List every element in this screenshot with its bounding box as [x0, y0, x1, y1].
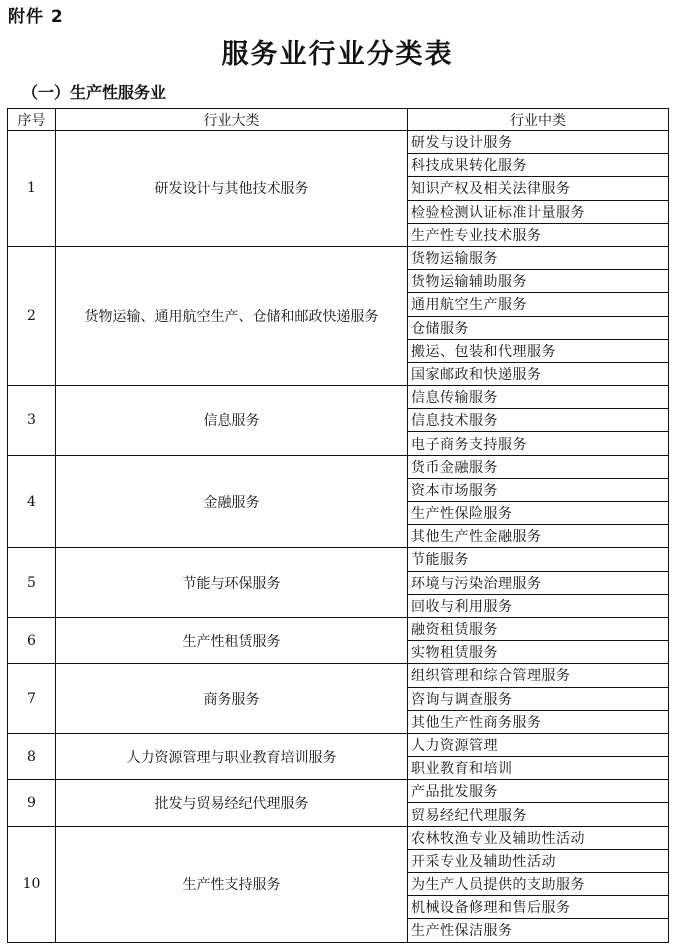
- row-number: 2: [8, 246, 56, 385]
- mid-category: 生产性专业技术服务: [408, 223, 669, 246]
- mid-category: 职业教育和培训: [408, 757, 669, 780]
- major-category: 生产性支持服务: [56, 826, 408, 942]
- table-row: [8, 131, 669, 154]
- table-body: [8, 131, 669, 943]
- mid-category: 资本市场服务: [408, 478, 669, 501]
- table-row: [8, 664, 669, 687]
- major-category: 研发设计与其他技术服务: [56, 131, 408, 247]
- mid-category: 货币金融服务: [408, 455, 669, 478]
- mid-category: 搬运、包装和代理服务: [408, 339, 669, 362]
- mid-category: 货物运输辅助服务: [408, 270, 669, 293]
- mid-category: 组织管理和综合管理服务: [408, 664, 669, 687]
- major-category: 人力资源管理与职业教育培训服务: [56, 733, 408, 779]
- major-category: 批发与贸易经纪代理服务: [56, 780, 408, 826]
- section-title: （一）生产性服务业: [22, 83, 167, 102]
- mid-category: 信息技术服务: [408, 409, 669, 432]
- mid-category: 为生产人员提供的支助服务: [408, 873, 669, 896]
- mid-category: 国家邮政和快递服务: [408, 362, 669, 385]
- row-number: 10: [8, 826, 56, 942]
- row-number: 1: [8, 131, 56, 247]
- table-row: [8, 386, 669, 409]
- header-no: 序号: [8, 109, 56, 131]
- row-number: 7: [8, 664, 56, 734]
- table-row: [8, 733, 669, 756]
- mid-category: 电子商务支持服务: [408, 432, 669, 455]
- table-row: [8, 246, 669, 269]
- row-number: 4: [8, 455, 56, 548]
- major-category: 金融服务: [56, 455, 408, 548]
- mid-category: 其他生产性金融服务: [408, 525, 669, 548]
- table-header-row: [8, 109, 669, 131]
- mid-category: 环境与污染治理服务: [408, 571, 669, 594]
- table-row: [8, 455, 669, 478]
- mid-category: 开采专业及辅助性活动: [408, 849, 669, 872]
- mid-category: 生产性保险服务: [408, 502, 669, 525]
- row-number: 5: [8, 548, 56, 618]
- mid-category: 节能服务: [408, 548, 669, 571]
- mid-category: 融资租赁服务: [408, 617, 669, 640]
- mid-category: 咨询与调查服务: [408, 687, 669, 710]
- table-row: [8, 548, 669, 571]
- table-row: [8, 826, 669, 849]
- mid-category: 人力资源管理: [408, 733, 669, 756]
- mid-category: 仓储服务: [408, 316, 669, 339]
- mid-category: 研发与设计服务: [408, 131, 669, 154]
- table-row: [8, 780, 669, 803]
- header-mid: 行业中类: [408, 109, 669, 131]
- header-major: 行业大类: [56, 109, 408, 131]
- mid-category: 科技成果转化服务: [408, 154, 669, 177]
- mid-category: 信息传输服务: [408, 386, 669, 409]
- mid-category: 通用航空生产服务: [408, 293, 669, 316]
- mid-category: 实物租赁服务: [408, 641, 669, 664]
- mid-category: 机械设备修理和售后服务: [408, 896, 669, 919]
- major-category: 生产性租赁服务: [56, 617, 408, 663]
- mid-category: 检验检测认证标准计量服务: [408, 200, 669, 223]
- industry-classification-table: [7, 108, 669, 943]
- mid-category: 生产性保洁服务: [408, 919, 669, 942]
- mid-category: 知识产权及相关法律服务: [408, 177, 669, 200]
- major-category: 信息服务: [56, 386, 408, 456]
- row-number: 8: [8, 733, 56, 779]
- row-number: 3: [8, 386, 56, 456]
- mid-category: 产品批发服务: [408, 780, 669, 803]
- row-number: 6: [8, 617, 56, 663]
- table-row: [8, 617, 669, 640]
- mid-category: 贸易经纪代理服务: [408, 803, 669, 826]
- attachment-label: 附件 2: [8, 7, 64, 27]
- mid-category: 农林牧渔专业及辅助性活动: [408, 826, 669, 849]
- major-category: 节能与环保服务: [56, 548, 408, 618]
- major-category: 商务服务: [56, 664, 408, 734]
- mid-category: 回收与利用服务: [408, 594, 669, 617]
- major-category: 货物运输、通用航空生产、仓储和邮政快递服务: [56, 246, 408, 385]
- row-number: 9: [8, 780, 56, 826]
- mid-category: 货物运输服务: [408, 246, 669, 269]
- mid-category: 其他生产性商务服务: [408, 710, 669, 733]
- page-title: 服务业行业分类表: [221, 39, 454, 70]
